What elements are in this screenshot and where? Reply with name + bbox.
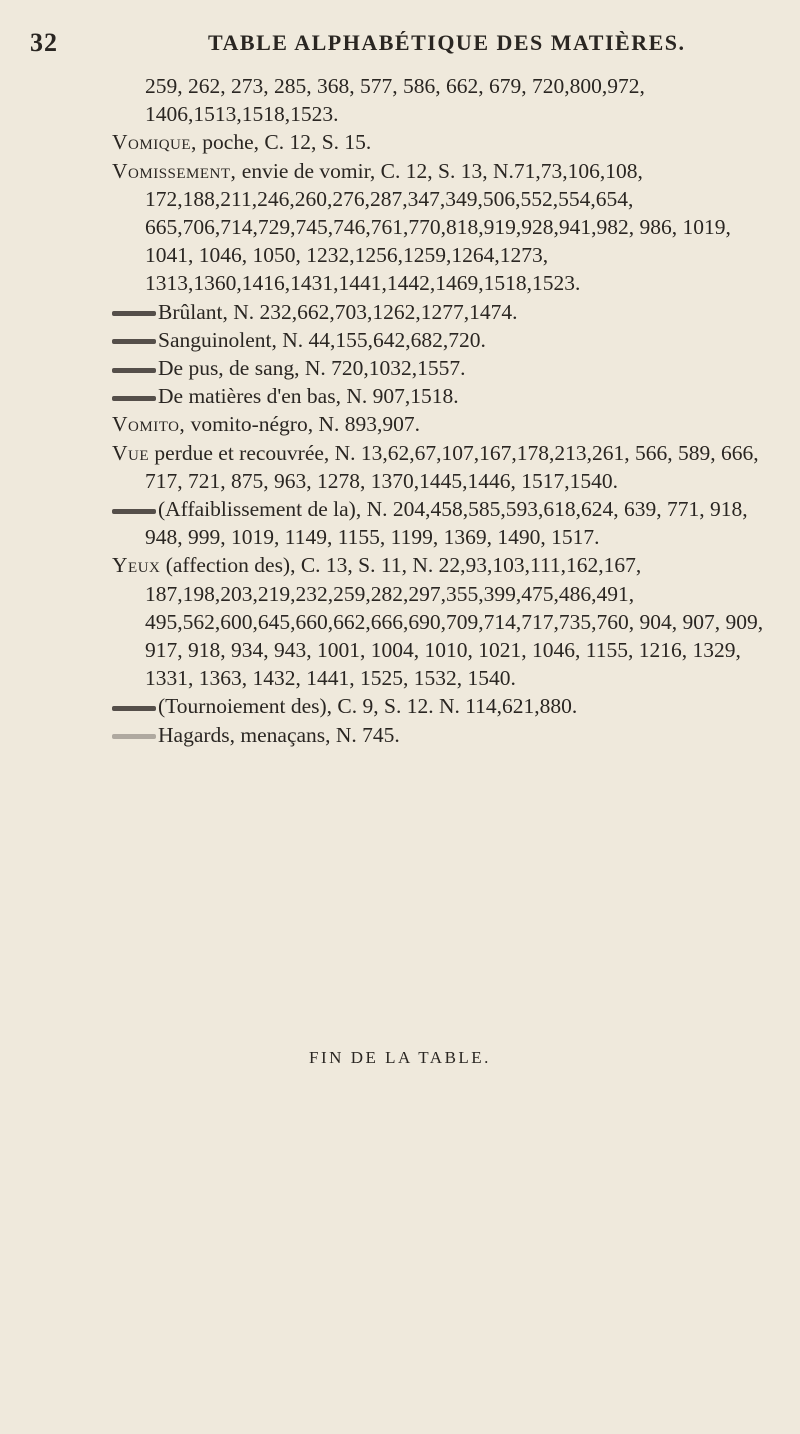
index-subentry: [112, 382, 764, 410]
running-title: TABLE ALPHABÉTIQUE DES MATIÈRES.: [208, 30, 686, 55]
repeat-dash-icon: [112, 396, 156, 401]
entry-headword: Vomissement,: [112, 158, 237, 183]
page-header: [30, 28, 770, 60]
entry-text: De pus, de sang, N. 720,1032,1557.: [158, 356, 466, 381]
index-entry: [112, 157, 764, 298]
repeat-dash-icon: [112, 706, 156, 711]
index-entry: [112, 410, 764, 438]
index-entry: [112, 439, 764, 495]
index-subentry: [112, 298, 764, 326]
entry-text: (Tournoiement des), C. 9, S. 12. N. 114,621,880.: [158, 694, 578, 719]
entry-text: (Affaiblissement de la), N. 204,458,585,593,618,624, 639, 771, 918, 948, 999, 1019, 1149, 1155, 1199, 1369, 1490, 1517.: [145, 497, 748, 550]
entry-text: Brûlant, N. 232,662,703,1262,1277,1474.: [158, 299, 518, 324]
repeat-dash-icon: [112, 509, 156, 514]
entry-headword: Vue: [112, 440, 150, 465]
index-subentry: [112, 326, 764, 354]
entry-headword: Yeux: [112, 553, 161, 578]
entry-text: 259, 262, 273, 285, 368, 577, 586, 662, 679, 720,800,972, 1406,1513,1518,1523.: [145, 74, 645, 127]
index-entry: [112, 128, 764, 156]
entry-text: envie de vomir, C. 12, S. 13, N.71,73,106,108, 172,188,211,246,260,276,287,347,349,506,552,554,654, 665,706,714,729,745,746,761,770,818,919,928,941,982, 986, 1019, 1041, 1046, 1050, 1232,1256,1259,1264,1273, 1313,1360,1416,1431,1441,1442,1469,1518,1523.: [145, 158, 731, 296]
repeat-dash-icon: [112, 311, 156, 316]
index-subentry: [112, 721, 764, 749]
repeat-dash-icon: [112, 339, 156, 344]
entry-text: Sanguinolent, N. 44,155,642,682,720.: [158, 327, 486, 352]
entry-text: De matières d'en bas, N. 907,1518.: [158, 384, 459, 409]
end-of-table: FIN DE LA TABLE.: [309, 1048, 491, 1067]
entry-text: vomito-négro, N. 893,907.: [185, 412, 420, 437]
repeat-dash-icon: [112, 368, 156, 373]
entry-headword: Vomito,: [112, 412, 186, 437]
index-entry-continuation: [112, 72, 764, 128]
index-entries: [112, 72, 764, 749]
page-number: 32: [30, 28, 58, 57]
repeat-dash-icon: [112, 734, 156, 739]
index-entry: [112, 551, 764, 692]
index-subentry: [112, 354, 764, 382]
entry-text: perdue et recouvrée, N. 13,62,67,107,167,178,213,261, 566, 589, 666, 717, 721, 875, 963, 1278, 1370,1445,1446, 1517,1540.: [145, 440, 759, 493]
index-subentry: [112, 495, 764, 551]
entry-text: poche, C. 12, S. 15.: [196, 130, 372, 155]
entry-headword: Vomique,: [112, 130, 197, 155]
entry-text: Hagards, menaçans, N. 745.: [158, 722, 400, 747]
index-subentry: [112, 692, 764, 720]
entry-text: (affection des), C. 13, S. 11, N. 22,93,103,111,162,167, 187,198,203,219,232,259,282,297,355,399,475,486,491, 495,562,600,645,660,662,666,690,709,714,717,735,760, 904, 907, 909, 917, 918, 934, 943, 1001, 1004, 1010, 1021, 1046, 1155, 1216, 1329, 1331, 1363, 1432, 1441, 1525, 1532, 1540.: [145, 553, 764, 691]
